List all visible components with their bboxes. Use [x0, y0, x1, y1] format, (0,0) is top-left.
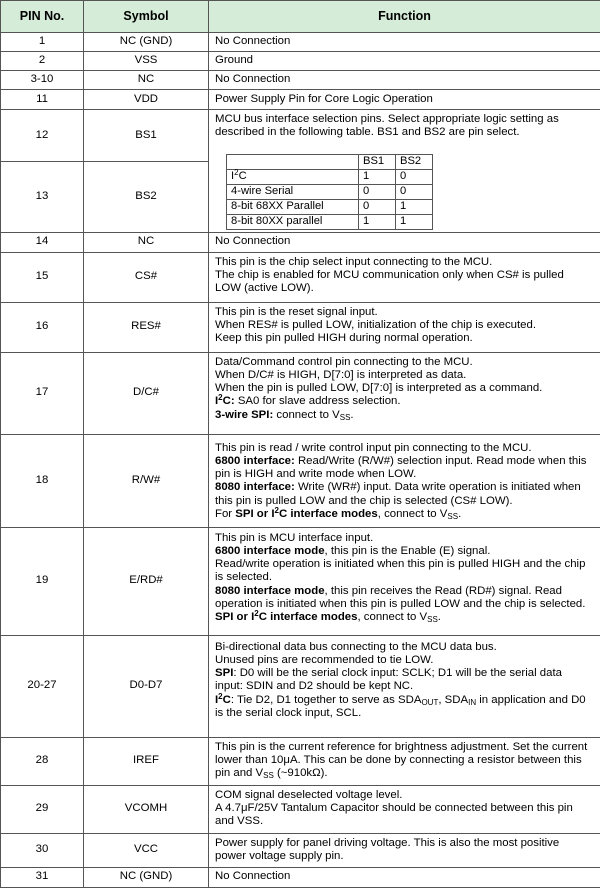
pin-function: No Connection	[209, 867, 600, 887]
table-row	[1, 232, 600, 252]
text-line: described in the following table. BS1 and BS2 are pin select.	[215, 126, 594, 139]
table-row	[1, 71, 600, 90]
pin-function	[209, 302, 600, 352]
header-pin-no: PIN No.	[1, 1, 84, 33]
pin-number: 3-10	[1, 71, 84, 90]
pin-function: No Connection	[209, 71, 600, 90]
text-line: Keep this pin pulled HIGH during normal operation.	[215, 332, 594, 345]
text-line: 6800 interface mode, this pin is the Enable (E) signal.	[215, 545, 594, 558]
pin-number: 16	[1, 302, 84, 352]
table-row	[1, 434, 600, 527]
text-line: $I^2C$: SA0 for slave address selection.	[215, 395, 594, 408]
text-line: Unused pins are recommended to tie LOW.	[215, 654, 594, 667]
pin-number: 19	[1, 527, 84, 635]
table-row	[1, 635, 600, 737]
text-line: LOW (active LOW).	[215, 282, 594, 295]
bus-select-header-row	[227, 154, 433, 169]
table-row	[1, 737, 600, 785]
bus-select-row	[227, 199, 433, 214]
text-line: is the serial clock input, SCL.	[215, 707, 594, 720]
text-line: COM signal deselected voltage level.	[215, 789, 594, 802]
table-row	[1, 110, 600, 162]
pin-symbol: E/RD#	[84, 527, 209, 635]
pin-symbol: RES#	[84, 302, 209, 352]
pin-number: 28	[1, 737, 84, 785]
text-line: lower than 10μA. This can be done by connecting a resistor between this	[215, 754, 594, 767]
bs1-value: 0	[359, 184, 396, 199]
bs2-value: 1	[396, 214, 433, 229]
text-line: For SPI or $I^2C$ interface modes, connect to $V_{SS}$.	[215, 508, 594, 521]
text-line: input: SDIN and D2 should be kept NC.	[215, 680, 594, 693]
pin-number: 11	[1, 90, 84, 110]
pin-symbol: NC (GND)	[84, 867, 209, 887]
pin-function: Ground	[209, 52, 600, 71]
table-row	[1, 867, 600, 887]
pin-function	[209, 252, 600, 302]
bs1-value: 0	[359, 199, 396, 214]
pin-number: 29	[1, 785, 84, 833]
header-function: Function	[209, 1, 600, 33]
pin-number: 31	[1, 867, 84, 887]
table-row	[1, 302, 600, 352]
pin-symbol: VDD	[84, 90, 209, 110]
pin-number: 14	[1, 232, 84, 252]
pin-number: 20-27	[1, 635, 84, 737]
pin-number: 18	[1, 434, 84, 527]
pin-symbol: R/W#	[84, 434, 209, 527]
pin-function	[209, 527, 600, 635]
pin-number: 12	[1, 110, 84, 162]
text-line: operation is initiated when this pin is pulled LOW and the chip is selected.	[215, 598, 594, 611]
text-line: This pin is the reset signal input.	[215, 306, 594, 319]
text-line: This pin is MCU interface input.	[215, 532, 594, 545]
text-line: This pin is read / write control input pin connecting to the MCU.	[215, 442, 594, 455]
text-line: and VSS.	[215, 815, 594, 828]
pin-number: 30	[1, 833, 84, 867]
pin-function: No Connection	[209, 33, 600, 52]
pin-number: 2	[1, 52, 84, 71]
text-line: SPI or $I^2C$ interface modes, connect to $V_{SS}$.	[215, 611, 594, 624]
text-line: Bi-directional data bus connecting to the MCU data bus.	[215, 641, 594, 654]
pin-symbol: CS#	[84, 252, 209, 302]
bs2-value: 1	[396, 199, 433, 214]
text-line: is selected.	[215, 571, 594, 584]
text-line: pin is HIGH and write mode when LOW.	[215, 468, 594, 481]
text-line: This pin is the current reference for brightness adjustment. Set the current	[215, 741, 594, 754]
bus-select-row	[227, 184, 433, 199]
pin-function	[209, 833, 600, 867]
table-row	[1, 352, 600, 434]
pin-symbol: BS1	[84, 110, 209, 162]
text-line: A 4.7μF/25V Tantalum Capacitor should be connected between this pin	[215, 802, 594, 815]
text-line: Read/write operation is initiated when this pin is pulled HIGH and the chip	[215, 558, 594, 571]
bs1-value: 1	[359, 214, 396, 229]
bus-select-header-blank	[227, 154, 359, 169]
bus-mode-name: 8-bit 68XX Parallel	[227, 199, 359, 214]
text-line: 3-wire SPI: connect to $V_{SS}$.	[215, 409, 594, 422]
pin-symbol: IREF	[84, 737, 209, 785]
table-row	[1, 33, 600, 52]
header-symbol: Symbol	[84, 1, 209, 33]
table-row	[1, 527, 600, 635]
bus-select-row	[227, 169, 433, 184]
table-row	[1, 833, 600, 867]
pin-function	[209, 785, 600, 833]
pin-symbol: NC	[84, 232, 209, 252]
pin-symbol: D/C#	[84, 352, 209, 434]
text-line: 6800 interface: Read/Write (R/W#) selection input. Read mode when this	[215, 455, 594, 468]
text-line: The chip is enabled for MCU communication only when CS# is pulled	[215, 269, 594, 282]
pin-function: No Connection	[209, 232, 600, 252]
bus-select-table	[226, 154, 433, 230]
pin-symbol: NC (GND)	[84, 33, 209, 52]
text-line: When RES# is pulled LOW, initialization of the chip is executed.	[215, 319, 594, 332]
pin-function	[209, 635, 600, 737]
pin-number: 13	[1, 162, 84, 232]
text-line: 8080 interface: Write (WR#) input. Data write operation is initiated when	[215, 481, 594, 494]
text-line: Power supply for panel driving voltage. This is also the most positive	[215, 837, 594, 850]
text-line: power voltage supply pin.	[215, 850, 594, 863]
pin-symbol: VCOMH	[84, 785, 209, 833]
text-line: pin and $V_{SS}$ (~910kΩ).	[215, 767, 594, 780]
pin-symbol: VCC	[84, 833, 209, 867]
bus-select-header-bs1: BS1	[359, 154, 396, 169]
text-line: This pin is the chip select input connecting to the MCU.	[215, 256, 594, 269]
table-row	[1, 252, 600, 302]
bus-mode-name: $I^2C$	[227, 169, 359, 184]
table-header-row	[1, 1, 600, 33]
bus-mode-name: 8-bit 80XX parallel	[227, 214, 359, 229]
pin-function	[209, 352, 600, 434]
table-row	[1, 52, 600, 71]
text-line: SPI: D0 will be the serial clock input: SCLK; D1 will be the serial data	[215, 667, 594, 680]
text-line: MCU bus interface selection pins. Select appropriate logic setting as	[215, 113, 594, 126]
bs2-value: 0	[396, 169, 433, 184]
pin-symbol: D0-D7	[84, 635, 209, 737]
pin-function: Power Supply Pin for Core Logic Operation	[209, 90, 600, 110]
pin-function	[209, 737, 600, 785]
pin-symbol: NC	[84, 71, 209, 90]
bs2-value: 0	[396, 184, 433, 199]
text-line: When the pin is pulled LOW, D[7:0] is interpreted as a command.	[215, 382, 594, 395]
text-line: this pin is pulled LOW and the chip is selected (CS# LOW).	[215, 495, 594, 508]
bs1-value: 1	[359, 169, 396, 184]
text-line: 8080 interface mode, this pin receives the Read (RD#) signal. Read	[215, 585, 594, 598]
table-row	[1, 90, 600, 110]
text-line: When D/C# is HIGH, D[7:0] is interpreted as data.	[215, 369, 594, 382]
pin-function	[209, 434, 600, 527]
bus-select-header-bs2: BS2	[396, 154, 433, 169]
pin-symbol: BS2	[84, 162, 209, 232]
bus-mode-name: 4-wire Serial	[227, 184, 359, 199]
pin-symbol: VSS	[84, 52, 209, 71]
bus-select-function	[209, 110, 600, 233]
pin-number: 17	[1, 352, 84, 434]
pin-number: 15	[1, 252, 84, 302]
text-line: Data/Command control pin connecting to the MCU.	[215, 356, 594, 369]
bus-select-row	[227, 214, 433, 229]
pin-number: 1	[1, 33, 84, 52]
text-line: $I^2C$: Tie D2, D1 together to serve as $SDA_{OUT}$, $SDA_{IN}$ in application and D0	[215, 694, 594, 707]
table-row	[1, 785, 600, 833]
